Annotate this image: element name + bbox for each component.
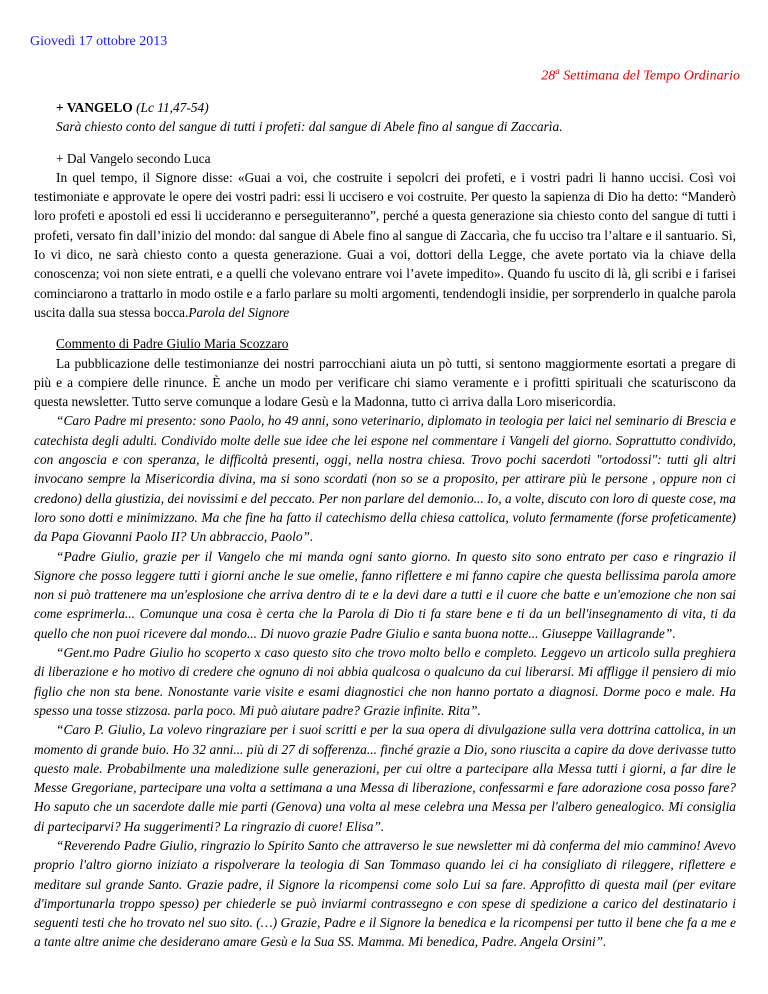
week-number: 28: [541, 68, 556, 84]
letter-rita: “Gent.mo Padre Giulio ho scoperto x caso questo sito che trovo molto bello e completo. Leggevo un articolo sulla preghiera di liberazione e ho motivo di credere che ognuno di noi abbia qualcosa o qualcuno da cui liberarsi. Mi affligge il pensiero di mio figlio che non sta bene. Nonostante varie visite e esami diagnostici che non hanno portato a diagnosi. Dorme poco e male. Ha spesso una tosse stizzosa. parla poco. Mi può aiutare padre? Grazie infinite. Rita”.: [34, 645, 736, 718]
gospel-label: + VANGELO: [56, 100, 133, 115]
letter-paolo: “Caro Padre mi presento: sono Paolo, ho 49 anni, sono veterinario, diplomato in teologia per laici nel seminario di Brescia e catechista degli adulti. Condivido molte delle sue idee che lei espone nel commentare i Vangeli del giorno. Soprattutto condivido, con angoscia e con speranza, le difficoltà presenti, oggi, nella nostra chiesa. Trovo pochi sacerdoti "ortodossi": tutti gli altri invocano sempre la Misericordia divina, ma si sono scordati (non so se a proposito, per attirare più le persone , oppure non ci credono) della giustizia, dei novissimi e del peccato. Per non parlare del demonio... Io, a volte, discuto con loro di queste cose, ma loro sono dotti e minimizzano. Ma che fine ha fatto il catechismo della chiesa cattolica, voluto fermamente (forse profeticamente) da Papa Giovanni Paolo II? Un abbraccio, Paolo”.: [34, 413, 736, 545]
gospel-body: In quel tempo, il Signore disse: «Guai a voi, che costruite i sepolcri dei profeti, e i vostri padri li hanno uccisi. Così voi testimoniate e approvate le opere dei vostri padri: essi li uccisero e voi costruite. Per questo la sapienza di Dio ha detto: “Manderò loro profeti e apostoli ed essi li uccideranno e perseguiteranno”, perché a questa generazione sia chiesto conto del sangue di tutti i profeti, versato fin dall’inizio del mondo: dal sangue di Abele fino al sangue di Zaccarìa, che fu ucciso tra l’altare e il santuario. Sì, Io vi dico, ne sarà chiesto conto a questa generazione. Guai a voi, dottori della Legge, che avete portato via la chiave della conoscenza; voi non siete entrati, e a quelli che volevano entrare voi l’avete impedito». Quando fu uscito di là, gli scribi e i farisei cominciarono a trattarlo in modo ostile e a farlo parlare su molti argomenti, tendendogli insidie, per sorprenderlo in qualche parola uscita dalla sua stessa bocca.: [34, 169, 736, 320]
gospel-text: [34, 168, 736, 322]
letter-elisa: “Caro P. Giulio, La volevo ringraziare per i suoi scritti e per la sua opera di divulgazione sulla vera dottrina cattolica, in un momento di grande buio. Ho 32 anni... più di 27 di sofferenza... finché grazie a Dio, sono riuscita a capire da dove derivasse tutto questo male. Probabilmente una maledizione sulle generazioni, per cui oltre a partecipare alla Messa tutti i giorni, a far dire le Messe Gregoriane, partecipare una volta a settimana a una Messa di liberazione, confessarmi e fare adorazione cosa posso fare? Ho saputo che un sacerdote dalle mie parti (Genova) una volta al mese celebra una Messa per l'albero genealogico. Mi consiglia di parteciparvi? Ha suggerimenti? La ringrazio di cuore! Elisa”.: [34, 722, 736, 834]
gospel-intro: + Dal Vangelo secondo Luca: [56, 150, 211, 166]
letter-giuseppe: “Padre Giulio, grazie per il Vangelo che mi manda ogni santo giorno. In questo sito sono entrato per caso e ringrazio il Signore che posso leggere tutti i giorni anche le sue omelie, fanno riflettere e mi fanno capire che questa bellissima parola amore non si può trattenere ma un'esplosione che arriva dentro di te e la devi dare a tutti e il cuore che batte e un'emozione che non sai come esprimerla... Comunque una cosa è certa che la Parola di Dio ti fa stare bene e ti da un bell'insegnamento di vita, ti da quello che non puoi ricevere dal mondo... Di nuovo grazie Padre Giulio e santa buona notte... Giuseppe Vaillagrande”.: [34, 548, 736, 641]
week-ordinal: a: [555, 66, 560, 76]
gospel-closing: Parola del Signore: [188, 304, 290, 320]
commentary-intro: La pubblicazione delle testimonianze dei nostri parrocchiani aiuta un pò tutti, si sentono maggiormente esortati a pregare di più e a compiere delle rinunce. È anche un modo per verificare chi siamo veramente e i profitti spirituali che scaturiscono da questa newsletter. Tutto serve comunque a lodare Gesù e la Madonna, tutto ci arriva dalla Loro misericordia.: [34, 355, 736, 410]
date-line: Giovedì 17 ottobre 2013: [30, 34, 168, 49]
document-body: [34, 98, 736, 952]
commentary-title-text: Commento di Padre Giulio Maria Scozzaro: [56, 336, 289, 352]
commentary-title: [34, 334, 736, 353]
gospel-heading: [34, 98, 736, 117]
liturgical-week: [541, 66, 740, 85]
week-text: Settimana del Tempo Ordinario: [559, 68, 740, 84]
gospel-reference: (Lc 11,47-54): [132, 100, 209, 115]
letter-angela: “Reverendo Padre Giulio, ringrazio lo Spirito Santo che attraverso le sue newsletter mi dà conferma del mio cammino! Avevo proprio l'altro giorno iniziato a rispolverare la teologia di San Tommaso quando lei ci ha consigliato di rileggere, riflettere e meditare sul grande Santo. Grazie padre, il Signore la ricompensi come solo Lui sa fare. Approfitto di questa mail (per evitare d'importunarla troppo spesso) per chiederle se può inviarmi contrassegno e con spese di spedizione a carico del destinatario i seguenti testi che ho trovato nel suo sito. (…) Grazie, Padre e il Signore la benedica e la ricompensi per tutto il bene che fa a me e a tante altre anime che desiderano amare Gesù e la Sua SS. Mamma. Mi benedica, Padre. Angela Orsini”.: [34, 837, 736, 950]
gospel-subtitle: Sarà chiesto conto del sangue di tutti i profeti: dal sangue di Abele fino al sangue di Zaccarìa.: [56, 119, 563, 135]
